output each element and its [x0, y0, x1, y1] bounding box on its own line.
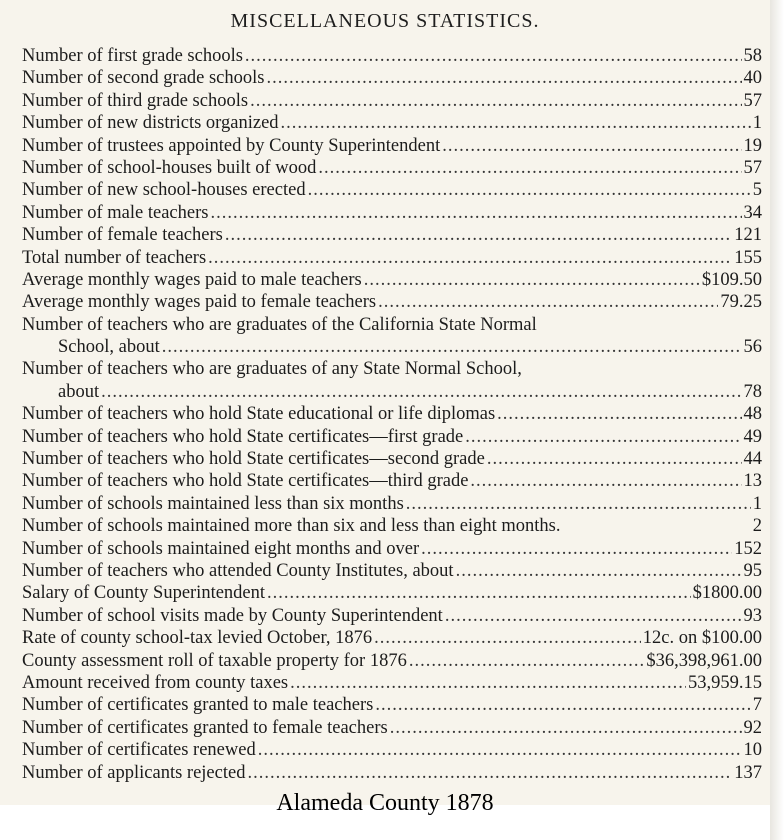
statistic-label: School, about	[58, 337, 160, 358]
statistic-row	[22, 672, 762, 694]
leader-dots	[465, 426, 741, 448]
statistic-row	[22, 515, 762, 537]
statistic-label: Number of second grade schools	[22, 68, 265, 89]
statistic-value: 12c. on $100.00	[642, 628, 762, 649]
statistic-label: Number of schools maintained eight months and over	[22, 538, 420, 559]
statistic-value: 34	[743, 202, 762, 223]
statistic-row	[22, 45, 762, 67]
leader-dots	[290, 672, 686, 694]
statistic-value: 57	[743, 90, 762, 111]
statistic-label: Number of teachers who are graduates of the California State Normal	[22, 314, 537, 335]
statistic-row	[22, 202, 762, 224]
statistic-value: 95	[743, 560, 762, 581]
statistic-value: 7	[752, 695, 762, 716]
leader-dots	[258, 739, 742, 761]
statistic-value: 44	[743, 449, 762, 470]
statistic-label: Number of teachers who hold State educational or life diplomas	[22, 404, 496, 425]
statistic-value: 121	[734, 225, 762, 246]
leader-dots	[456, 560, 742, 582]
statistic-row	[22, 582, 762, 604]
image-caption: Alameda County 1878	[276, 790, 494, 816]
statistic-value: $1800.00	[692, 583, 762, 604]
statistic-label: Number of teachers who hold State certificates—first grade	[22, 426, 464, 447]
leader-dots	[308, 179, 751, 201]
statistic-label: Number of teachers who attended County Institutes, about	[22, 560, 454, 581]
statistic-value: 137	[734, 762, 762, 783]
statistic-value: 19	[743, 135, 762, 156]
statistic-value: 49	[743, 426, 762, 447]
statistic-row	[22, 426, 762, 448]
leader-dots	[101, 381, 741, 403]
statistic-value: 2	[752, 516, 762, 537]
statistic-value: 40	[743, 68, 762, 89]
statistic-row	[22, 157, 762, 179]
statistic-row	[22, 538, 762, 560]
statistic-label: Number of new school-houses erected	[22, 180, 306, 201]
statistic-label: Number of female teachers	[22, 225, 223, 246]
statistic-row	[22, 314, 762, 336]
statistic-label: Salary of County Superintendent	[22, 583, 266, 604]
statistic-value: $36,398,961.00	[646, 650, 762, 671]
statistic-row	[22, 336, 762, 358]
statistic-value: 10	[743, 740, 762, 761]
leader-dots	[406, 493, 751, 515]
statistic-row	[22, 605, 762, 627]
statistic-value: 155	[734, 247, 762, 268]
leader-dots	[250, 90, 741, 112]
statistic-row	[22, 403, 762, 425]
statistic-row	[22, 247, 762, 269]
statistic-label: Number of trustees appointed by County Superintendent	[22, 135, 441, 156]
statistic-label: Number of teachers who hold State certificates—third grade	[22, 471, 469, 492]
statistic-label: Rate of county school-tax levied October, 1876	[22, 628, 373, 649]
leader-dots	[162, 336, 742, 358]
statistic-value: $109.50	[701, 269, 762, 290]
statistic-row	[22, 627, 762, 649]
statistic-value: 5	[752, 180, 762, 201]
statistic-label: Total number of teachers	[22, 247, 207, 268]
statistic-row	[22, 448, 762, 470]
statistic-row	[22, 358, 762, 380]
statistic-row	[22, 135, 762, 157]
statistic-row	[22, 67, 762, 89]
statistic-row	[22, 90, 762, 112]
statistic-value: 48	[743, 404, 762, 425]
leader-dots	[210, 202, 741, 224]
statistic-label: Number of teachers who are graduates of any State Normal School,	[22, 359, 522, 380]
statistic-row	[22, 694, 762, 716]
statistic-value: 57	[743, 157, 762, 178]
statistic-label: Number of school-houses built of wood	[22, 157, 317, 178]
leader-dots	[487, 448, 742, 470]
statistic-label: Number of certificates renewed	[22, 740, 256, 761]
statistic-row	[22, 493, 762, 515]
statistic-row	[22, 470, 762, 492]
statistic-value: 152	[734, 538, 762, 559]
statistic-label: Number of schools maintained more than six and less than eight months.	[22, 516, 561, 537]
statistic-value: 58	[743, 46, 762, 66]
statistic-value: 56	[743, 337, 762, 358]
statistic-row	[22, 650, 762, 672]
statistic-label: Amount received from county taxes	[22, 672, 289, 693]
leader-dots	[497, 403, 741, 425]
statistic-label: Average monthly wages paid to male teachers	[22, 269, 362, 290]
statistic-value: 1	[752, 493, 762, 514]
statistic-value: 93	[743, 605, 762, 626]
statistic-row	[22, 762, 762, 784]
statistic-label: Number of third grade schools	[22, 90, 249, 111]
statistic-label: Average monthly wages paid to female teachers	[22, 292, 377, 313]
leader-dots	[390, 717, 742, 739]
statistic-label: Number of applicants rejected	[22, 762, 246, 783]
statistic-label: Number of teachers who hold State certificates—second grade	[22, 449, 485, 470]
leader-dots	[375, 694, 750, 716]
leader-dots	[378, 291, 718, 313]
statistic-value: 78	[743, 381, 762, 402]
statistic-value: 79.25	[720, 292, 762, 313]
statistic-row	[22, 381, 762, 403]
leader-dots	[225, 224, 732, 246]
statistics-list	[22, 45, 762, 784]
statistic-label: Number of first grade schools	[22, 46, 243, 66]
statistic-value: 1	[752, 113, 762, 134]
statistic-value: 13	[743, 471, 762, 492]
statistic-row	[22, 224, 762, 246]
leader-dots	[245, 45, 742, 67]
statistic-value: 53,959.15	[688, 672, 762, 693]
leader-dots	[445, 605, 742, 627]
leader-dots	[208, 247, 732, 269]
statistic-label: Number of new districts organized	[22, 113, 279, 134]
statistic-label: Number of certificates granted to female teachers	[22, 717, 388, 738]
page-title: MISCELLANEOUS STATISTICS.	[230, 10, 540, 32]
statistic-row	[22, 269, 762, 291]
statistic-row	[22, 291, 762, 313]
leader-dots	[267, 67, 742, 89]
statistic-row	[22, 560, 762, 582]
statistic-label: about	[58, 381, 100, 402]
leader-dots	[267, 582, 691, 604]
statistic-row	[22, 739, 762, 761]
leader-dots	[409, 650, 645, 672]
statistic-row	[22, 112, 762, 134]
leader-dots	[281, 112, 751, 134]
statistic-row	[22, 179, 762, 201]
leader-dots	[421, 538, 732, 560]
leader-dots	[442, 135, 741, 157]
leader-dots	[318, 157, 741, 179]
leader-dots	[364, 269, 700, 291]
statistic-label: County assessment roll of taxable property for 1876	[22, 650, 407, 671]
statistic-value: 92	[743, 717, 762, 738]
leader-dots	[374, 627, 641, 649]
statistic-row	[22, 717, 762, 739]
statistic-label: Number of schools maintained less than six months	[22, 493, 404, 514]
leader-dots	[470, 470, 741, 492]
statistic-label: Number of certificates granted to male teachers	[22, 695, 374, 716]
leader-dots	[247, 762, 732, 784]
page-edge	[770, 0, 784, 840]
statistic-label: Number of male teachers	[22, 202, 209, 223]
statistic-label: Number of school visits made by County Superintendent	[22, 605, 443, 626]
